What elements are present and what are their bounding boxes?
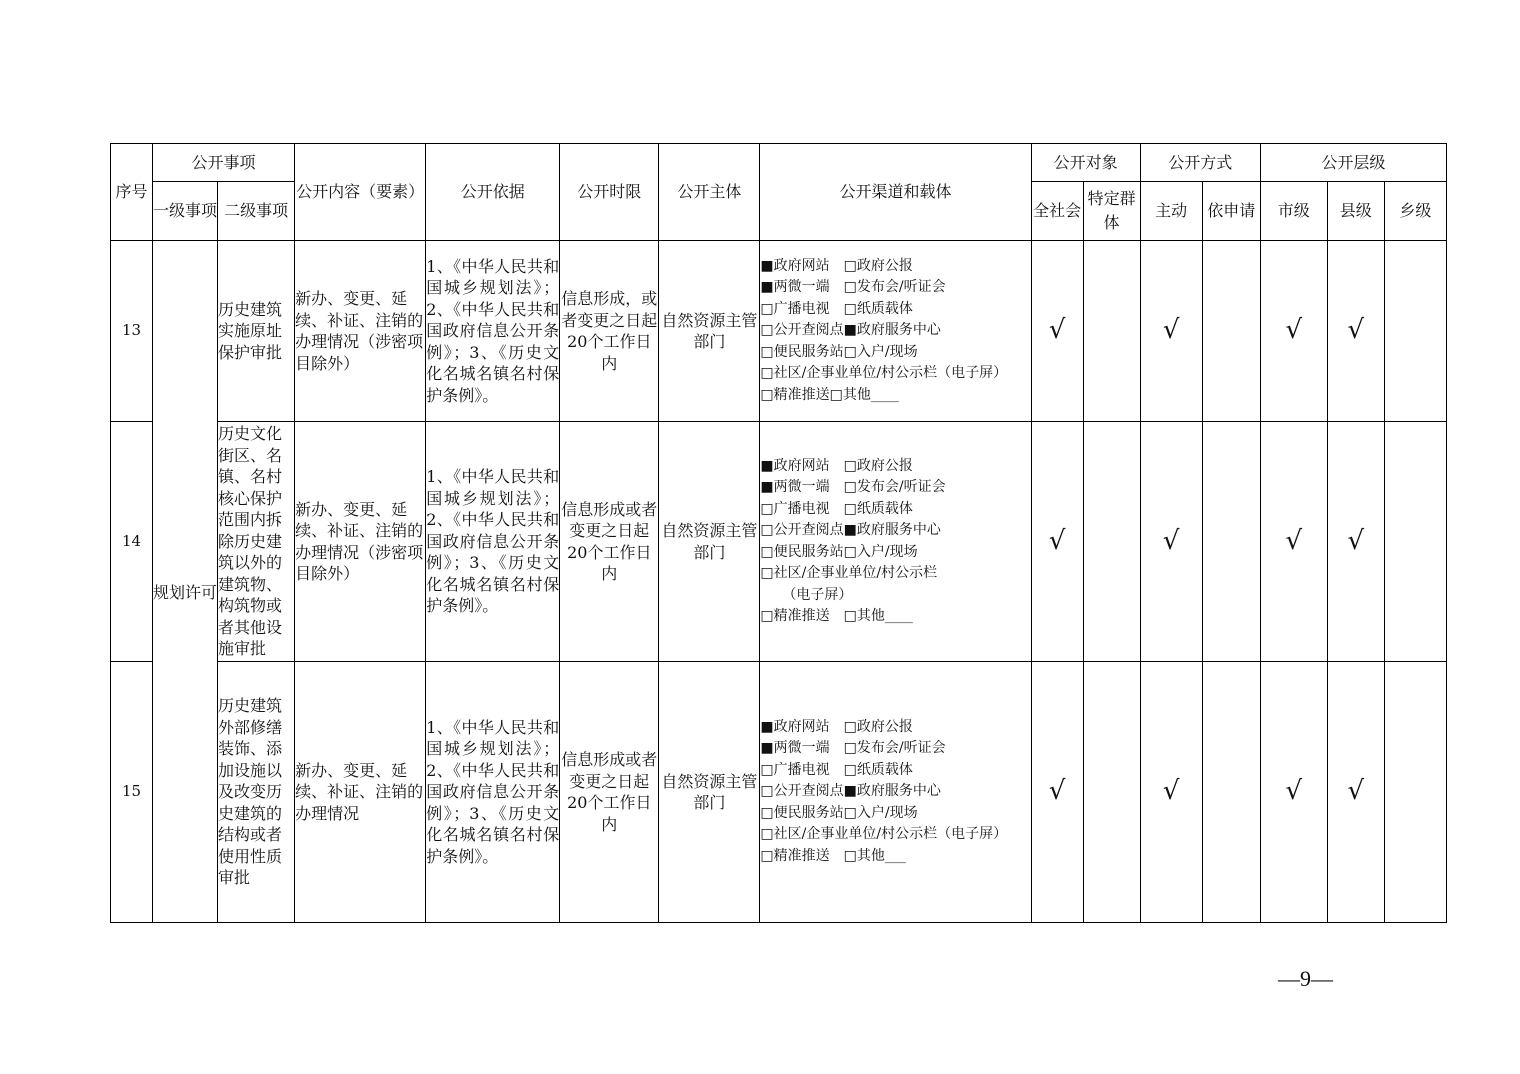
level-city-check: √ <box>1260 241 1327 422</box>
row-item: 历史文化街区、名镇、名村核心保护范围内拆除历史建筑以外的建筑物、构筑物或者其他设施审批 <box>218 422 295 662</box>
header-mode: 公开方式 <box>1140 144 1260 182</box>
mode-request-check <box>1202 422 1260 662</box>
level-town-check <box>1384 422 1446 662</box>
row-time: 信息形成或者变更之日起20个工作日内 <box>560 422 659 662</box>
mode-active-check: √ <box>1140 241 1202 422</box>
channel-line: □社区/企事业单位/村公示栏（电子屏） <box>760 826 1008 843</box>
header-channel: 公开渠道和载体 <box>760 144 1031 241</box>
header-level: 公开层级 <box>1260 144 1446 182</box>
channel-line: ■两微一端 □发布会/听证会 <box>760 740 946 757</box>
header-seq: 序号 <box>111 144 153 241</box>
target-specific-check <box>1083 241 1140 422</box>
row-channels <box>760 662 1031 923</box>
header-target-all: 全社会 <box>1031 182 1083 241</box>
channel-line: □公开查阅点■政府服务中心 <box>760 522 941 538</box>
level-town-check <box>1384 662 1446 923</box>
channel-line: □公开查阅点■政府服务中心 <box>760 783 941 800</box>
table-row <box>111 662 1447 923</box>
channel-line: □广播电视 □纸质载体 <box>760 500 913 517</box>
channel-line: ■政府网站 □政府公报 <box>760 257 913 274</box>
level-city-check: √ <box>1260 662 1327 923</box>
header-basis: 公开依据 <box>426 144 560 241</box>
target-all-check: √ <box>1031 422 1083 662</box>
channel-line: ■两微一端 □发布会/听证会 <box>760 279 946 296</box>
channel-line: □公开查阅点■政府服务中心 <box>760 322 941 339</box>
channel-line: □精准推送 □其他____ <box>760 608 913 624</box>
mode-request-check <box>1202 241 1260 422</box>
channel-line: ■两微一端 □发布会/听证会 <box>760 479 946 495</box>
mode-active-check: √ <box>1140 422 1202 662</box>
header-target-specific: 特定群体 <box>1083 182 1140 241</box>
channel-line: □精准推送□其他____ <box>760 386 899 403</box>
disclosure-table <box>110 143 1447 923</box>
header-level-city: 市级 <box>1260 182 1327 241</box>
header-subject: 公开主体 <box>659 144 760 241</box>
header-level-town: 乡级 <box>1384 182 1446 241</box>
row-channels <box>760 241 1031 422</box>
row-time: 信息形成或者变更之日起20个工作日内 <box>560 662 659 923</box>
header-time-limit: 公开时限 <box>560 144 659 241</box>
channel-line: ■政府网站 □政府公报 <box>760 457 913 474</box>
target-all-check: √ <box>1031 241 1083 422</box>
channel-line: □精准推送 □其他___ <box>760 847 906 864</box>
row-content: 新办、变更、延续、补证、注销的办理情况 <box>295 662 426 923</box>
row-item: 历史建筑外部修缮装饰、添加设施以及改变历史建筑的结构或者使用性质审批 <box>218 662 295 923</box>
header-open-items: 公开事项 <box>153 144 295 182</box>
row-content: 新办、变更、延续、补证、注销的办理情况（涉密项目除外） <box>295 241 426 422</box>
level-county-check: √ <box>1327 662 1384 923</box>
mode-active-check: √ <box>1140 662 1202 923</box>
row-channels <box>760 422 1031 662</box>
row-time: 信息形成，或者变更之日起20个工作日内 <box>560 241 659 422</box>
target-specific-check <box>1083 422 1140 662</box>
channel-line: ■政府网站 □政府公报 <box>760 718 913 735</box>
category-label: 规划许可 <box>153 583 218 602</box>
channel-line: □广播电视 □纸质载体 <box>760 761 913 778</box>
channel-line: （电子屏） <box>782 586 853 603</box>
level-town-check <box>1384 241 1446 422</box>
row-subject: 自然资源主管部门 <box>659 422 760 662</box>
level-city-check: √ <box>1260 422 1327 662</box>
row-basis: 1、《中华人民共和国城乡规划法》；2、《中华人民共和国政府信息公开条例》；3、《历史文化名城名镇名村保护条例》。 <box>426 662 560 923</box>
level-county-check: √ <box>1327 241 1384 422</box>
channel-line: □广播电视 □纸质载体 <box>760 300 913 317</box>
header-level2: 二级事项 <box>218 182 295 241</box>
table-row <box>111 422 1447 662</box>
target-all-check: √ <box>1031 662 1083 923</box>
mode-request-check <box>1202 662 1260 923</box>
channel-line: □便民服务站□入户/现场 <box>760 543 918 560</box>
channel-line: □社区/企事业单位/村公示栏（电子屏） <box>760 365 1008 382</box>
header-mode-active: 主动 <box>1140 182 1202 241</box>
row-subject: 自然资源主管部门 <box>659 662 760 923</box>
row-subject: 自然资源主管部门 <box>659 241 760 422</box>
table-row <box>111 241 1447 422</box>
header-level-county: 县级 <box>1327 182 1384 241</box>
row-seq: 15 <box>111 662 153 923</box>
channel-line: □社区/企事业单位/村公示栏 <box>760 565 938 581</box>
row-basis: 1、《中华人民共和国城乡规划法》；2、《中华人民共和国政府信息公开条例》；3、《历史文化名城名镇名村保护条例》。 <box>426 422 560 662</box>
page-number: —9— <box>1278 966 1333 991</box>
row-item: 历史建筑实施原址保护审批 <box>218 241 295 422</box>
channel-line: □便民服务站□入户/现场 <box>760 804 918 821</box>
header-content: 公开内容（要素） <box>295 144 426 241</box>
header-level1: 一级事项 <box>153 182 218 241</box>
row-content: 新办、变更、延续、补证、注销的办理情况（涉密项目除外） <box>295 422 426 662</box>
level-county-check: √ <box>1327 422 1384 662</box>
header-mode-request: 依申请 <box>1202 182 1260 241</box>
row-seq: 13 <box>111 241 153 422</box>
header-target: 公开对象 <box>1031 144 1140 182</box>
channel-line: □便民服务站□入户/现场 <box>760 343 918 360</box>
target-specific-check <box>1083 662 1140 923</box>
row-basis: 1、《中华人民共和国城乡规划法》；2、《中华人民共和国政府信息公开条例》；3、《历史文化名城名镇名村保护条例》。 <box>426 241 560 422</box>
row-seq: 14 <box>111 422 153 662</box>
